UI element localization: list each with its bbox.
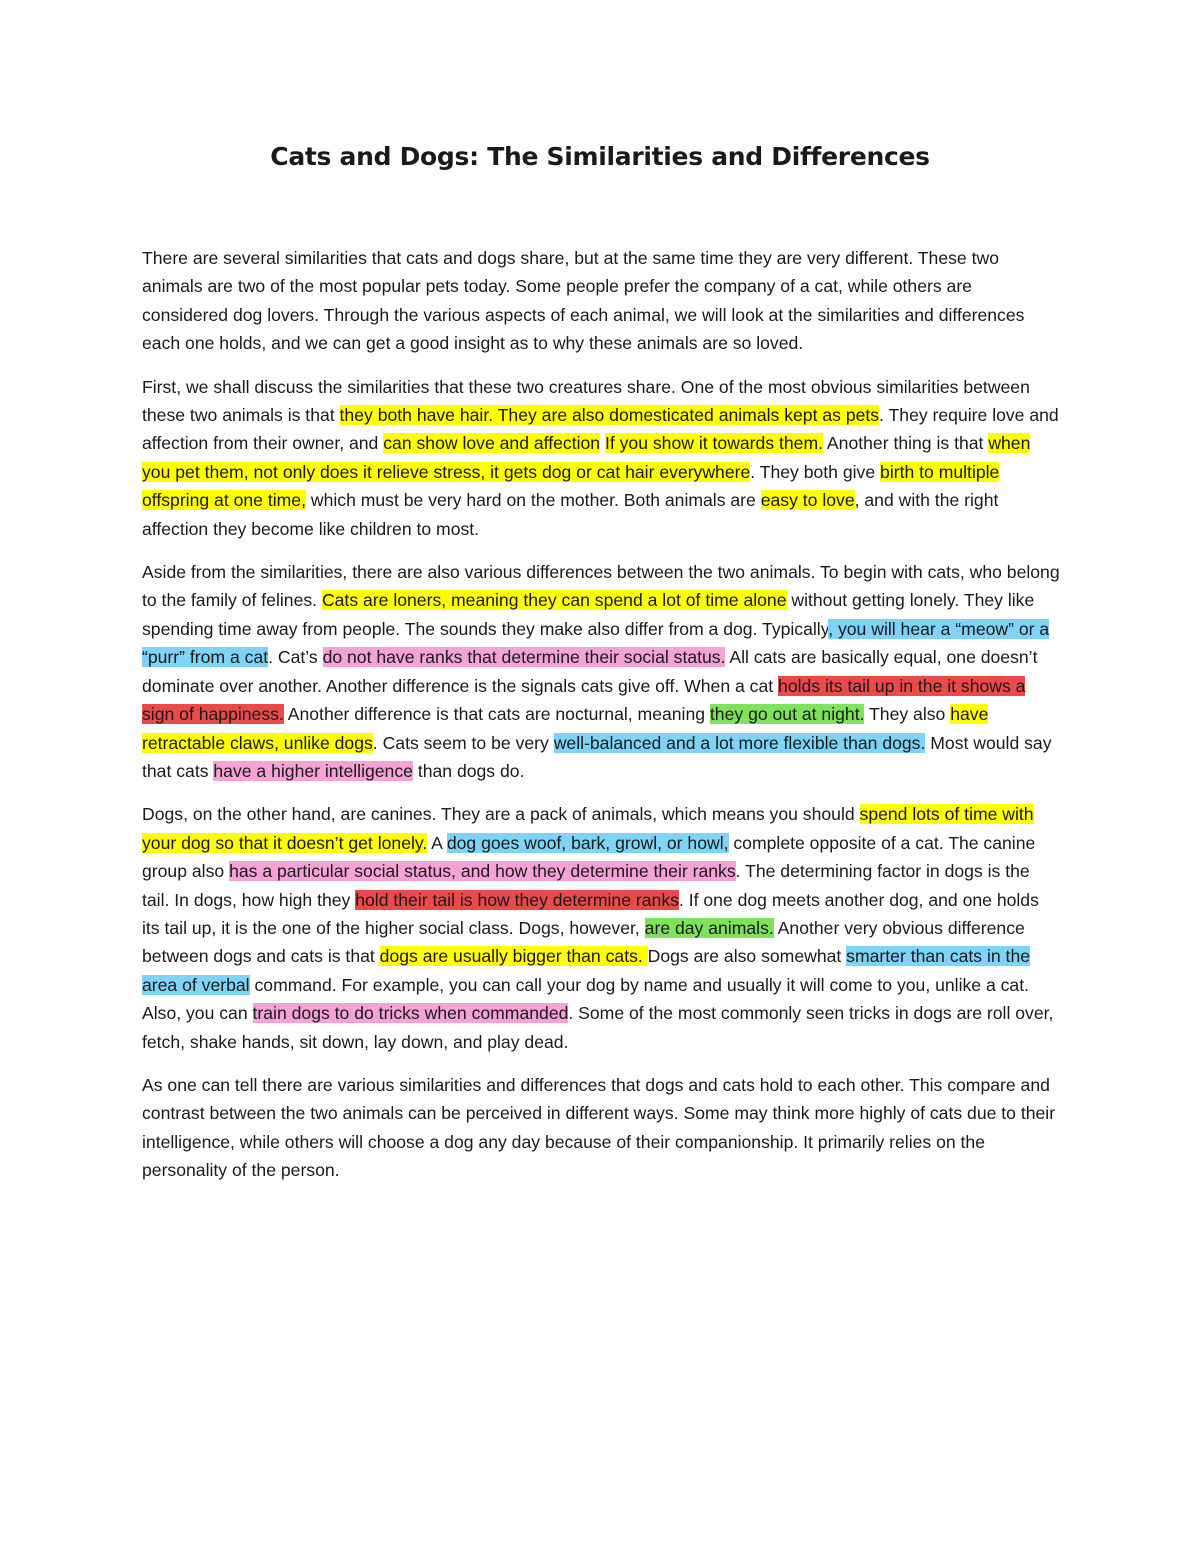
text-run: Dogs are also somewhat [647,946,847,967]
text-run: . Cat’s [268,647,323,668]
document-body [142,244,1060,1200]
highlight-red: holds its tail up in the it shows a sign of happiness. [142,675,1026,725]
text-run: . They both give [750,461,881,482]
text-run: . They require love and affection from their owner, and [142,405,1059,454]
text-run: There are several similarities that cats and dogs share, but at the same time they are very different. These two animals are two of the most popular pets today. Some people prefer the company of a cat, while others are considered dog lovers. Through the various aspects of each animal, we will look at the similarities and differences each one holds, and we can get a good insight as to why these animals are so loved. [142,248,1025,354]
text-run: They also [864,704,951,725]
highlight-cyan: smarter than cats in the area of verbal [142,946,1031,995]
paragraph [142,373,1060,543]
text-run: . Cats seem to be very [372,732,554,753]
text-run: Another thing is that [823,433,989,454]
highlight-yellow: when you pet them, not only does it relieve stress, it gets dog or cat hair everywhere [142,433,1031,482]
paragraph [142,800,1060,1056]
paragraph [142,1071,1060,1185]
highlight-yellow: Cats are loners, meaning they can spend a lot of time alone [321,590,787,611]
highlight-yellow: have retractable claws, unlike dogs [142,704,989,753]
highlight-yellow: can show love and affection [383,433,601,454]
text-run: Aside from the similarities, there are also various differences between the two animals. To begin with cats, who belong to the family of felines. [142,562,1060,611]
text-run: . The determining factor in dogs is the tail. In dogs, how high they [142,861,1030,910]
text-run: without getting lonely. They like spending time away from people. The sounds they make also differ from a dog. Typically [142,590,1035,639]
text-run: . If one dog meets another dog, and one holds its tail up, it is the one of the higher social class. Dogs, however, [142,889,1039,938]
highlight-pink: do not have ranks that determine their social status. [322,647,726,668]
text-run: complete opposite of a cat. The canine group also [142,832,1036,882]
highlight-pink: train dogs to do tricks when commanded [252,1003,569,1024]
text-run: command. For example, you can call your dog by name and usually it will come to you, unlike a cat. Also, you can [142,974,1029,1024]
highlight-pink: have a higher intelligence [213,760,413,781]
text-run: which must be very hard on the mother. Both animals are [305,490,761,511]
text-run: All cats are basically equal, one doesn’t dominate over another. Another difference is the signals cats give off. When a cat [142,647,1038,696]
text-run: than dogs do. [412,760,525,781]
text-run: Dogs, on the other hand, are canines. They are a pack of animals, which means you should [142,804,860,825]
highlight-yellow: If you show it towards them. [604,433,824,454]
highlight-pink: has a particular social status, and how they determine their ranks [229,861,736,882]
text-run: Another difference is that cats are nocturnal, meaning [283,704,710,725]
text-run: Another very obvious difference between dogs and cats is that [142,917,1025,967]
text-run: As one can tell there are various similarities and differences that dogs and cats hold to each other. This compare and contrast between the two animals can be perceived in different ways. Some may think more highly of cats due to their intelligence, while others will choose a dog any day because of their companionship. It primarily relies on the personality of the person. [142,1074,1056,1181]
highlight-cyan: , you will hear a “meow” or a “purr” from a cat [142,618,1050,668]
highlight-cyan: well-balanced and a lot more flexible than dogs. [553,732,926,753]
document-title: Cats and Dogs: The Similarities and Differences [270,142,930,171]
paragraph [142,244,1060,358]
highlight-cyan: dog goes woof, bark, growl, or howl, [446,832,729,853]
text-run: A [427,832,447,853]
highlight-green: they go out at night. [709,704,865,725]
highlight-yellow: they both have hair. They are also domesticated animals kept as pets [339,405,880,426]
highlight-yellow: easy to love [760,490,855,511]
paragraph [142,558,1060,785]
highlight-yellow: spend lots of time with your dog so that it doesn’t get lonely. [142,804,1034,853]
highlight-green: are day animals. [644,917,774,938]
text-run: , and with the right affection they become like children to most. [142,490,999,539]
text-run: . Some of the most commonly seen tricks in dogs are roll over, fetch, shake hands, sit down, lay down, and play dead. [142,1003,1054,1052]
highlight-red: hold their tail is how they determine ranks [355,889,679,910]
highlight-yellow: birth to multiple offspring at one time, [142,461,1000,511]
text-run: Most would say that cats [142,732,1052,781]
text-run: First, we shall discuss the similarities that these two creatures share. One of the most obvious similarities between these two animals is that [142,376,1030,426]
highlight-yellow: dogs are usually bigger than cats. [379,946,648,967]
